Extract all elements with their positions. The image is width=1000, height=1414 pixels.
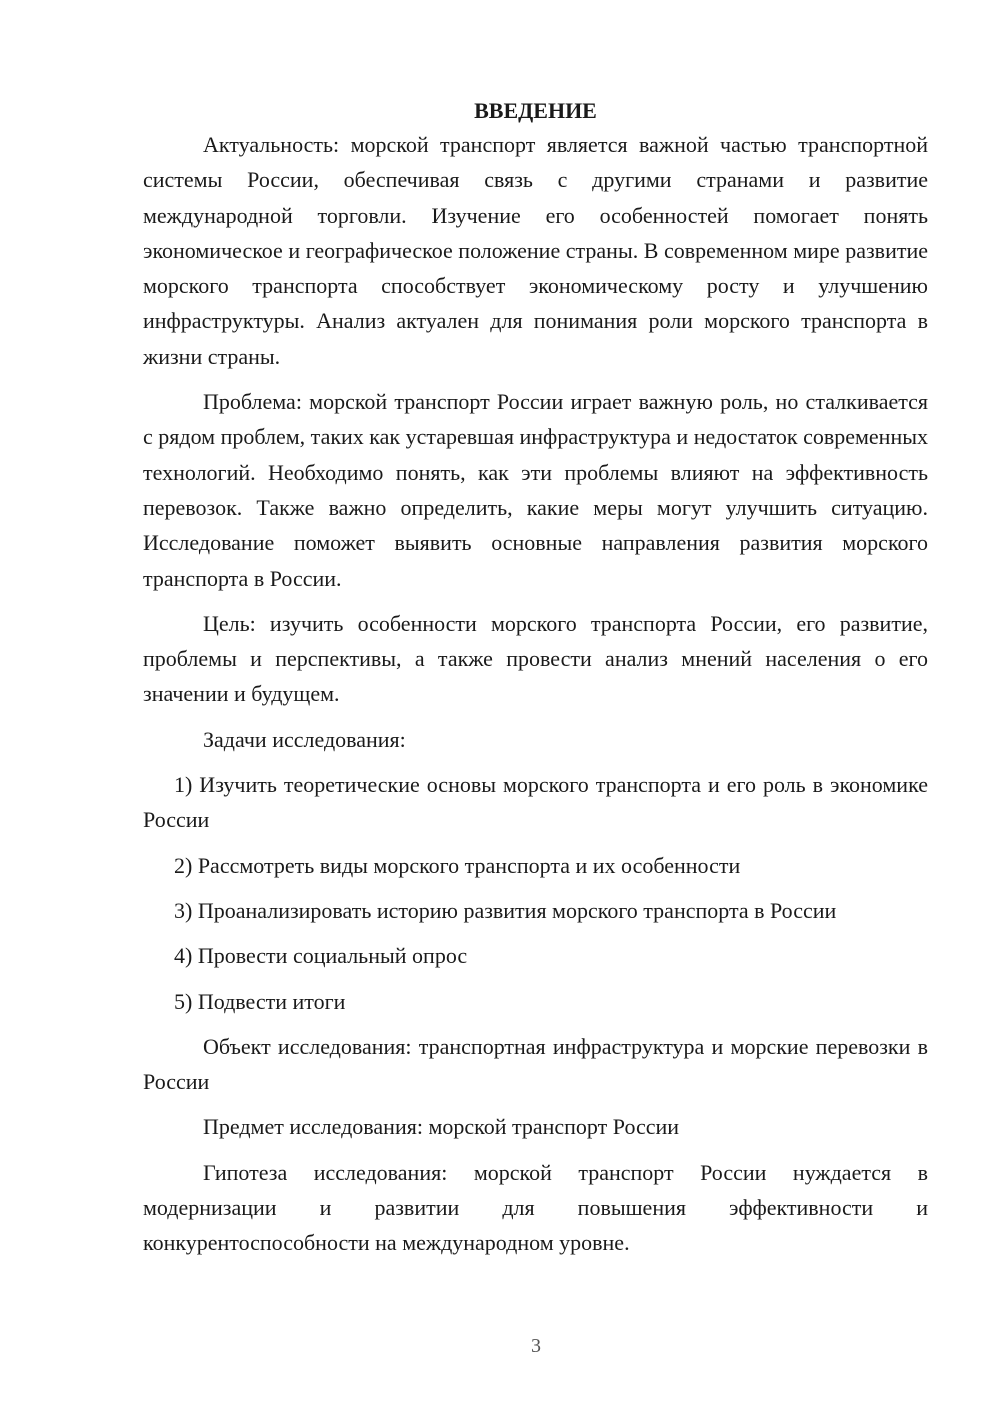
task-item-5: 5) Подвести итоги (174, 988, 346, 1014)
object-paragraph: Объект исследования: транспортная инфраструктура и морские перевозки в России (143, 1033, 928, 1095)
relevance-paragraph: Актуальность: морской транспорт является важной частью транспортной системы России, обеспечивая связь с другими странами и развитие международной торговли. Изучение его особенностей помогает понять экономическое и географическое положение страны. В современном мире развитие морского транспорта способствует экономическому росту и улучшению инфраструктуры. Анализ актуален для понимания роли морского транспорта в жизни страны. (143, 132, 928, 369)
problem-paragraph: Проблема: морской транспорт России играет важную роль, но сталкивается с рядом проблем, таких как устаревшая инфраструктура и недостаток современных технологий. Необходимо понять, как эти проблемы влияют на эффективность перевозок. Также важно определить, какие меры могут улучшить ситуацию. Исследование поможет выявить основные направления развития морского транспорта в России. (143, 389, 928, 591)
task-item-2: 2) Рассмотреть виды морского транспорта и их особенности (174, 852, 741, 878)
task-item-1: 1) Изучить теоретические основы морского транспорта и его роль в экономике России (143, 772, 928, 833)
task-item-3: 3) Проанализировать историю развития морского транспорта в России (174, 897, 837, 923)
task-item-4: 4) Провести социальный опрос (174, 943, 468, 969)
document-page (143, 96, 928, 1271)
hypothesis-paragraph: Гипотеза исследования: морской транспорт России нуждается в модернизации и развитии для повышения эффективности и конкурентоспособности на международном уровне. (143, 1159, 928, 1256)
document-title: ВВЕДЕНИЕ (474, 98, 597, 123)
goal-paragraph: Цель: изучить особенности морского транспорта России, его развитие, проблемы и перспективы, а также провести анализ мнений населения о его значении и будущем. (143, 610, 928, 707)
subject-paragraph: Предмет исследования: морской транспорт России (203, 1114, 680, 1140)
tasks-heading: Задачи исследования: (203, 726, 406, 752)
page-number: 3 (531, 1335, 541, 1357)
